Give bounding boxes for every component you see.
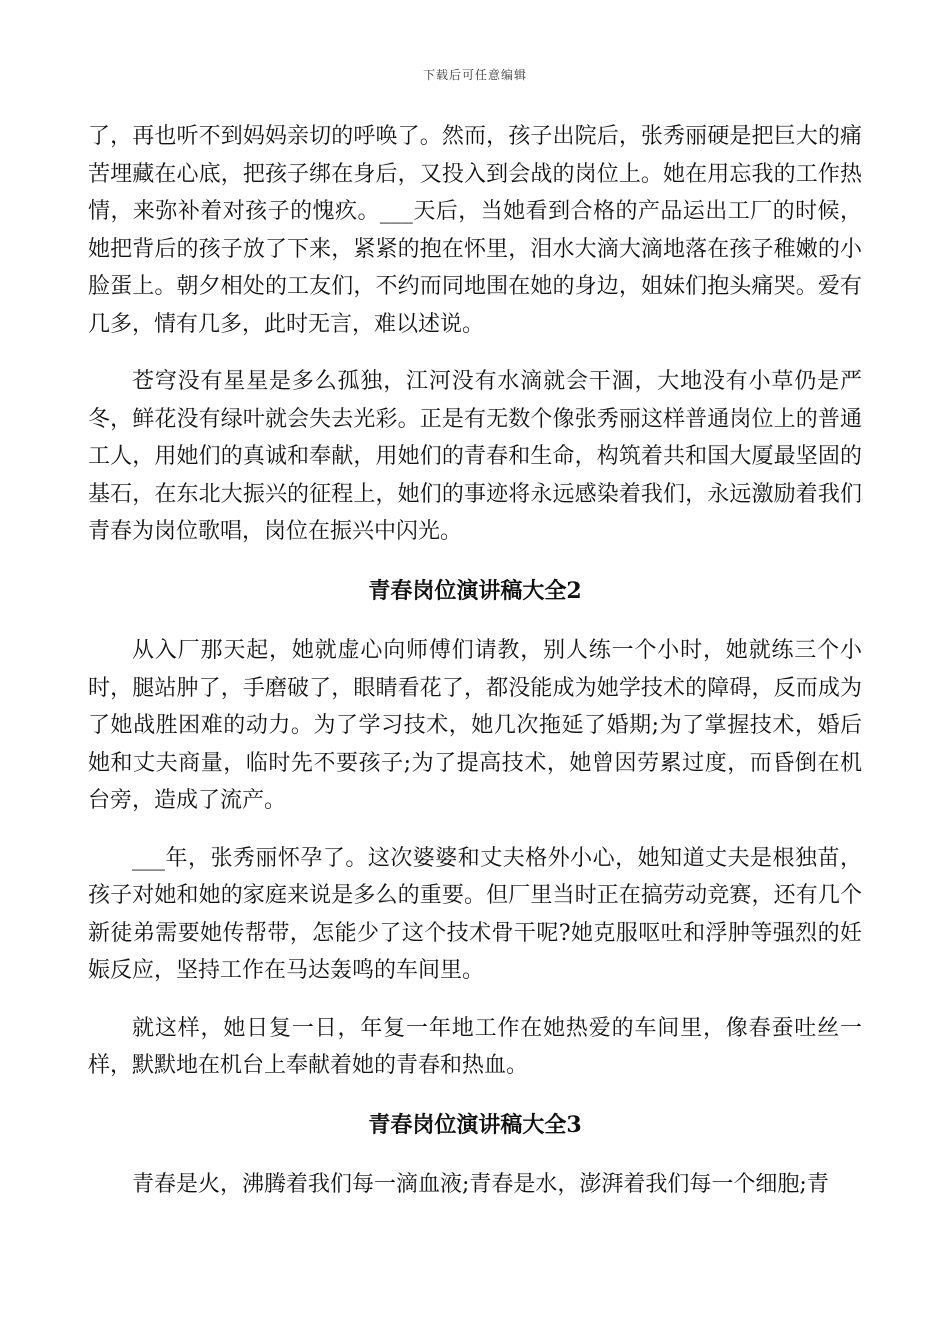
paragraph-6: 青春是火，沸腾着我们每一滴血液;青春是水，澎湃着我们每一个细胞;青 bbox=[132, 1172, 829, 1197]
paragraph-4: ___年，张秀丽怀孕了。这次婆婆和丈夫格外小心，她知道丈夫是根独苗，孩子对她和她的家庭来说是多么的重要。但厂里当时正在搞劳动竞赛，还有几个新徒弟需要她传帮带，怎能少了这个技术骨干呢?她克服呕吐和浮肿等强烈的妊娠反应，坚持工作在马达轰鸣的车间里。 bbox=[88, 845, 862, 983]
heading-spacer bbox=[88, 1085, 862, 1107]
document-body bbox=[88, 118, 862, 1204]
heading-spacer bbox=[88, 551, 862, 573]
paragraph-spacer bbox=[88, 820, 862, 840]
paragraph-5: 就这样，她日复一日，年复一年地工作在她热爱的车间里，像春蚕吐丝一样，默默地在机台上奉献着她的青春和热血。 bbox=[88, 1015, 862, 1078]
heading-spacer bbox=[88, 610, 862, 632]
section-heading-2: 青春岗位演讲稿大全2 bbox=[368, 577, 582, 604]
page-header-note: 下载后可任意编辑 bbox=[422, 68, 527, 82]
paragraph-1: 了，再也听不到妈妈亲切的呼唤了。然而，孩子出院后，张秀丽硬是把巨大的痛苦埋藏在心底，把孩子绑在身后，又投入到会战的岗位上。她在用忘我的工作热情，来弥补着对孩子的愧疚。___天后，当她看到合格的产品运出工厂的时候，她把背后的孩子放了下来，紧紧的抱在怀里，泪水大滴大滴地落在孩子稚嫩的小脸蛋上。朝夕相处的工友们，不约而同地围在她的身边，姐妹们抱头痛哭。爱有几多，情有几多，此时无言，难以述说。 bbox=[88, 124, 862, 337]
section-heading-3: 青春岗位演讲稿大全3 bbox=[368, 1111, 582, 1138]
paragraph-3: 从入厂那天起，她就虚心向师傅们请教，别人练一个小时，她就练三个小时，腿站肿了，手磨破了，眼睛看花了，都没能成为她学技术的障碍，反而成为了她战胜困难的动力。为了学习技术，她几次拖延了婚期;为了掌握技术，婚后她和丈夫商量，临时先不要孩子;为了提高技术，她曾因劳累过度，而昏倒在机台旁，造成了流产。 bbox=[88, 638, 862, 813]
heading-spacer bbox=[88, 1144, 862, 1166]
paragraph-spacer bbox=[88, 990, 862, 1010]
paragraph-2: 苍穹没有星星是多么孤独，江河没有水滴就会干涸，大地没有小草仍是严冬，鲜花没有绿叶就会失去光彩。正是有无数个像张秀丽这样普通岗位上的普通工人，用她们的真诚和奉献，用她们的青春和生命，构筑着共和国大厦最坚固的基石，在东北大振兴的征程上，她们的事迹将永远感染着我们，永远激励着我们青春为岗位歌唱，岗位在振兴中闪光。 bbox=[88, 369, 862, 544]
paragraph-spacer bbox=[88, 343, 862, 363]
